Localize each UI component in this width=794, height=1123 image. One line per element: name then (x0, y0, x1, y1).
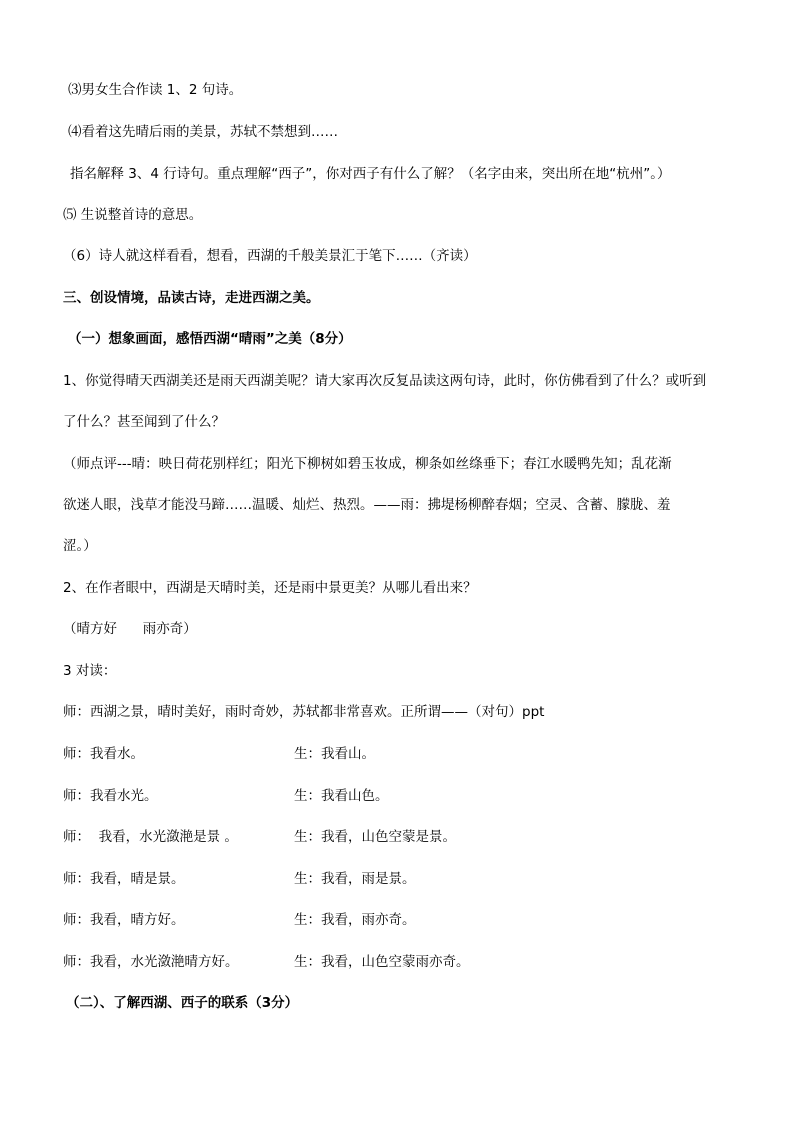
comment-line-2: 欲迷人眼，浅草才能没马蹄……温暖、灿烂、热烈。——雨：拂堤杨柳醉春烟；空灵、含蓄、朦胧、羞 (63, 497, 671, 513)
student-line: 生：我看，雨是景。 (294, 871, 416, 887)
teacher-line: 师：我看水光。 (63, 788, 158, 804)
section-three-heading: 三、创设情境，品读古诗，走进西湖之美。 (63, 290, 320, 306)
question-3-text: 3 对读： (63, 663, 117, 679)
question-2-text: 2、在作者眼中，西湖是天晴时美，还是雨中景更美？从哪儿看出来？ (63, 580, 477, 596)
subsection-one-heading: （一）想象画面，感悟西湖“晴雨”之美（8分） (68, 331, 352, 347)
student-line: 生：我看山。 (294, 746, 375, 762)
dialog-intro-text: 师：西湖之景，晴时美好，雨时奇妙，苏轼都非常喜欢。正所谓——（对句）ppt (63, 704, 545, 720)
comment-line-3: 涩。） (63, 538, 97, 554)
teacher-line: 师： 我看，水光潋滟是景 。 (63, 829, 238, 845)
teacher-line: 师：我看水。 (63, 746, 144, 762)
teacher-line: 师：我看，晴是景。 (63, 871, 185, 887)
step-3-text: ⑶男女生合作读 1、2 句诗。 (68, 82, 243, 98)
teacher-line: 师：我看，水光潋滟晴方好。 (63, 954, 239, 970)
student-line: 生：我看，山色空蒙是景。 (294, 829, 456, 845)
question-1-line-2: 了什么？甚至闻到了什么？ (63, 414, 225, 430)
student-line: 生：我看，山色空蒙雨亦奇。 (294, 954, 470, 970)
answer-2-text: （晴方好 雨亦奇） (63, 621, 197, 637)
question-1-line-1: 1、你觉得晴天西湖美还是雨天西湖美呢？请大家再次反复品读这两句诗，此时，你仿佛看到了什么？或听到 (63, 373, 707, 389)
step-4-text: ⑷看着这先晴后雨的美景，苏轼不禁想到…… (68, 124, 338, 140)
student-line: 生：我看山色。 (294, 788, 389, 804)
step-5-text: ⑸ 生说整首诗的意思。 (63, 207, 203, 223)
subsection-two-heading: （二）、了解西湖、西子的联系（3分） (66, 995, 299, 1011)
step-6-text: （6）诗人就这样看看，想看，西湖的千般美景汇于笔下……（齐读） (63, 248, 477, 264)
student-line: 生：我看，雨亦奇。 (294, 912, 416, 928)
comment-line-1: （师点评---晴：映日荷花别样红；阳光下柳树如碧玉妆成，柳条如丝绦垂下；春江水暖鸭先知；乱花渐 (63, 456, 672, 472)
teacher-line: 师：我看，晴方好。 (63, 912, 185, 928)
explain-lines-text: 指名解释 3、4 行诗句。重点理解“西子”，你对西子有什么了解？（名字由来，突出所在地“杭州”。） (70, 166, 671, 182)
